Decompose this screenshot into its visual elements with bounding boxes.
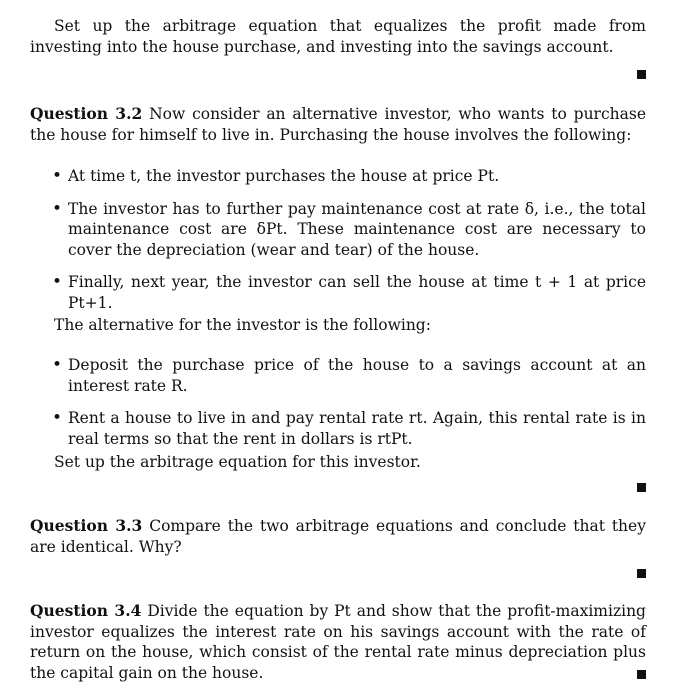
list-item: • At time t, the investor purchases the house at price Pt. (52, 166, 646, 187)
alternative-intro: The alternative for the investor is the following: (54, 316, 431, 334)
question-3-3-label: Question 3.3 (30, 516, 143, 535)
question-3-3-text: Compare the two arbitrage equations and conclude that they are identical. Why? (30, 517, 646, 556)
question-3-2-label: Question 3.2 (30, 104, 143, 123)
question-3-4-text: Divide the equation by Pt and show that the profit-maximizing investor equalizes the interest rate on his savings account with the rate of return on the house, which consist of the rental rate minus depreciation plus the capital gain on the house. (30, 602, 646, 682)
question-3-4-paragraph (30, 601, 646, 683)
alternative-list (52, 355, 646, 449)
qed-mark-4 (637, 670, 646, 679)
intro-paragraph: Set up the arbitrage equation that equalizes the profit made from investing into the house purchase, and investing into the savings account. (30, 17, 646, 56)
question-3-2-text: Now consider an alternative investor, who wants to purchase the house for himself to live in. Purchasing the house involves the following: (30, 105, 646, 144)
list-item: • Finally, next year, the investor can sell the house at time t + 1 at price Pt+1. (52, 272, 646, 313)
list-item: • Deposit the purchase price of the house to a savings account at an interest rate R. (52, 355, 646, 396)
qed-mark-1 (637, 70, 646, 79)
list-item: • The investor has to further pay maintenance cost at rate δ, i.e., the total maintenance cost are δPt. These maintenance cost are necessary to cover the depreciation (wear and tear) of the house. (52, 199, 646, 261)
qed-mark-3 (637, 569, 646, 578)
question-3-2-paragraph (30, 104, 646, 145)
question-3-4-label: Question 3.4 (30, 601, 142, 620)
question-3-2-closing: Set up the arbitrage equation for this investor. (54, 453, 421, 471)
list-item: • Rent a house to live in and pay rental rate rt. Again, this rental rate is in real terms so that the rent in dollars is rtPt. (52, 408, 646, 449)
qed-mark-2 (637, 483, 646, 492)
question-3-3-paragraph (30, 516, 646, 557)
purchase-steps-list (52, 166, 646, 313)
